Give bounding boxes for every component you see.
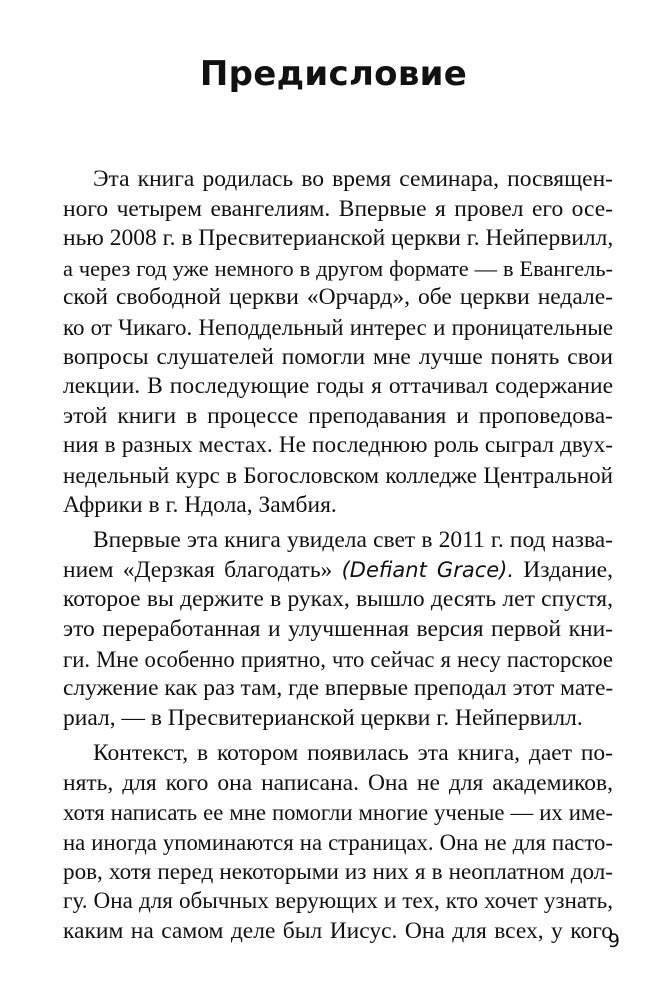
text-line: ги. Мне особенно приятно, что сейчас я несу пасторское bbox=[63, 646, 613, 672]
text-line: этой книги в процессе преподавания и проповедова- bbox=[63, 402, 613, 429]
text-line: нью 2008 г. в Пресвитерианской церкви г. Нейпервилл, bbox=[63, 225, 614, 252]
paragraph-3 bbox=[63, 739, 613, 946]
text-line: Африки в г. Ндола, Замбия. bbox=[63, 491, 337, 518]
text-line: ного четырем евангелиям. Впервые я провел его осе- bbox=[63, 195, 613, 222]
text-line: Эта книга родилась во время семинара, посвящен- bbox=[93, 166, 613, 192]
text-line: ской свободной церкви «Орчард», обе церкви недале- bbox=[63, 284, 613, 311]
paragraph-1 bbox=[63, 165, 613, 520]
text-line: риал, — в Пресвитерианской церкви г. Нейпервилл. bbox=[63, 704, 583, 731]
text-line: лекции. В последующие годы я оттачивал содержание bbox=[63, 373, 613, 400]
text-line: которое вы держите в руках, вышло десять лет спустя, bbox=[63, 586, 613, 613]
text-line: ко от Чикаго. Неподдельный интерес и проницательные bbox=[63, 314, 613, 340]
page-number: 9 bbox=[607, 930, 620, 952]
text-line: Контекст, в котором появилась эта книга, дает по- bbox=[93, 740, 613, 767]
paragraph-2 bbox=[63, 526, 613, 733]
text-segment: нием «Дерзкая благодать» bbox=[63, 556, 342, 583]
text-line: недельный курс в Богословском колледже Центральной bbox=[63, 461, 613, 488]
text-line: ния в разных местах. Не последнюю роль сыграл двух- bbox=[63, 432, 613, 459]
body-text bbox=[63, 165, 613, 952]
italic-title: (Defiant Grace). bbox=[341, 557, 515, 582]
text-line: на иногда упоминаются на страницах. Она не для пасто- bbox=[63, 830, 613, 856]
text-line: Впервые эта книга увидела свет в 2011 г. под назва- bbox=[93, 527, 613, 554]
text-line: служение как раз там, где впервые преподал этот мате- bbox=[63, 675, 614, 702]
text-line: каким на самом деле был Иисус. Она для всех, у кого bbox=[63, 917, 613, 944]
text-line: гу. Она для обычных верующих и тех, кто хочет узнать, bbox=[63, 888, 613, 915]
text-line: хотя написать ее мне помогли многие ученые — их име- bbox=[63, 800, 613, 826]
page-title: Предисловие bbox=[199, 54, 468, 94]
text-line: это переработанная и улучшенная версия первой кни- bbox=[63, 615, 613, 642]
text-line: нять, для кого она написана. Она не для академиков, bbox=[63, 769, 613, 796]
text-line: ров, хотя перед некоторыми из них я в неоплатном дол- bbox=[63, 858, 613, 885]
text-line-with-italic bbox=[63, 556, 613, 586]
text-line: вопросы слушателей помогли мне лучше понять свои bbox=[63, 343, 613, 370]
text-segment: Издание, bbox=[514, 556, 613, 583]
text-line: а через год уже немного в другом формате — в Евангель- bbox=[63, 255, 613, 281]
